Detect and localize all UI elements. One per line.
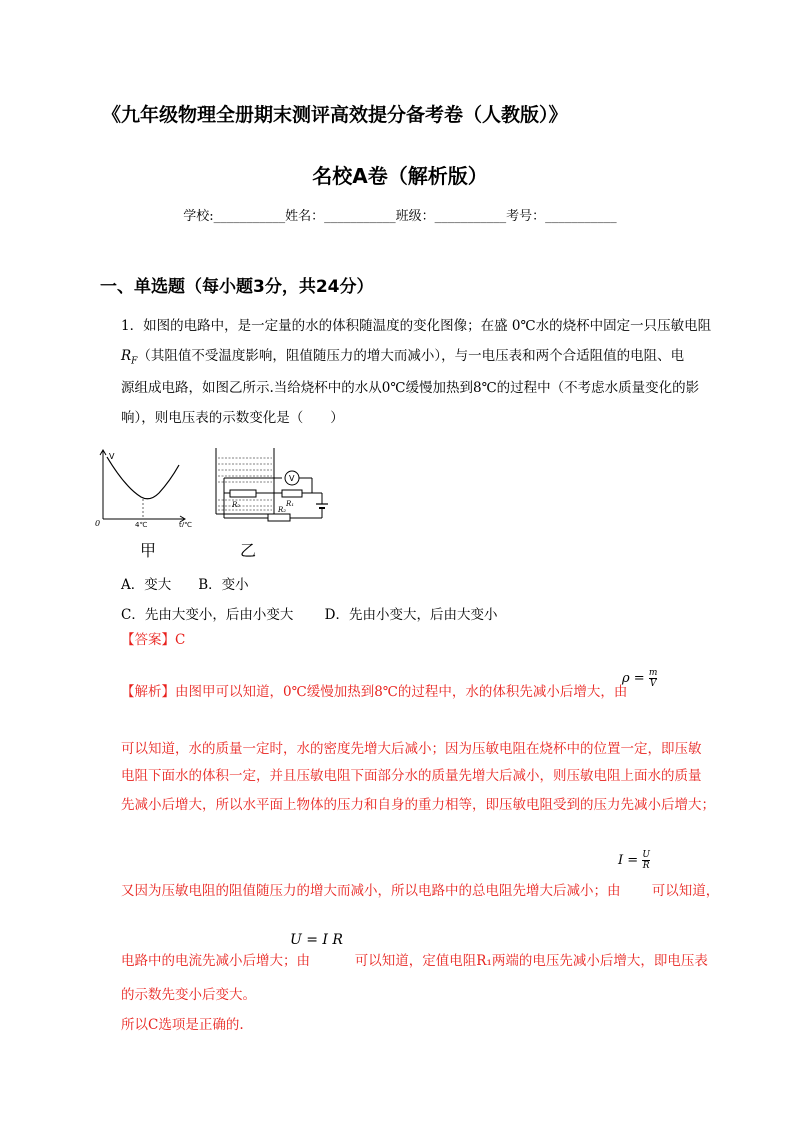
figure-jia-label: 甲 [140, 541, 157, 560]
figure-yi-label: 乙 [240, 541, 257, 560]
origin-label: 0 [95, 519, 101, 527]
water-lines [218, 458, 272, 510]
analysis-line-8: 所以C选项是正确的. [121, 1017, 244, 1033]
density-formula: ρ = $\frac{m}{V}$ [622, 668, 658, 689]
answer-line: 【答案】C [121, 632, 186, 648]
x-axis-label: t/℃ [179, 521, 192, 527]
figure-jia-graph [95, 447, 205, 527]
volume-curve [107, 457, 179, 499]
voltmeter-label: V [289, 474, 295, 483]
analysis-line-1: 【解析】由图甲可以知道，0℃缓慢加热到8℃的过程中，水的体积先减小后增大，由 [121, 684, 628, 700]
r1-label: R₁ [286, 500, 295, 508]
ohms-law-formula: U = I R [290, 932, 343, 948]
question-line-2-wrap [121, 346, 684, 372]
y-axis-label: V [109, 452, 115, 461]
section-heading: 一、单选题（每小题3分，共24分） [100, 277, 374, 297]
options-row-ab[interactable]: A．变大 B．变小 [121, 577, 249, 593]
pressure-resistor-symbol: $R_F$ [121, 348, 138, 367]
question-line-2: （其阻值不受温度影响，阻值随压力的增大而减小），与一电压表和两个合适阻值的电阻、电 [137, 348, 685, 364]
question-line-4: 响），则电压表的示数变化是（ ） [121, 410, 344, 426]
options-row-cd[interactable]: C．先由大变小，后由小变大 D．先由小变大，后由大变小 [121, 607, 498, 623]
analysis-line-6: 电路中的电流先减小后增大；由 可以知道，定值电阻R₁两端的电压先减小后增大，即电压表 [121, 953, 708, 969]
fixed-resistor-r1 [282, 490, 302, 497]
document-subtitle: 名校A卷（解析版） [312, 164, 488, 188]
analysis-line-5: 又因为压敏电阻的阻值随压力的增大而减小，所以电路中的总电阻先增大后减小；由 可以知道， [121, 883, 720, 899]
question-line-3: 源组成电路，如图乙所示.当给烧杯中的水从0℃缓慢加热到8℃的过程中（不考虑水质量变化的影 [121, 380, 700, 396]
analysis-line-7: 的示数先变小后变大。 [121, 987, 256, 1003]
analysis-line-3: 电阻下面水的体积一定，并且压敏电阻下面部分水的质量先增大后减小，则压敏电阻上面水的质量 [121, 768, 702, 784]
question-line-1: 1．如图的电路中，是一定量的水的体积随温度的变化图像；在盛 0℃水的烧杯中固定一只压敏电阻 [121, 318, 712, 334]
r2-label: R₂ [278, 506, 287, 514]
document-title: 《九年级物理全册期末测评高效提分备考卷（人教版）》 [102, 104, 568, 126]
current-formula: I = $\frac{U}{R}$ [618, 850, 650, 871]
x-tick-label: 4℃ [135, 521, 148, 527]
pressure-resistor [230, 490, 256, 497]
figure-yi-circuit [212, 446, 338, 532]
analysis-line-2: 可以知道，水的质量一定时，水的密度先增大后减小；因为压敏电阻在烧杯中的位置一定，即压敏 [121, 741, 702, 757]
analysis-line-4: 先减小后增大，所以水平面上物体的压力和自身的重力相等，即压敏电阻受到的压力先减小后增大； [121, 797, 715, 813]
fixed-resistor-r2 [268, 514, 290, 521]
pressure-resistor-label: R₂ [232, 501, 241, 509]
student-info-line[interactable]: 学校:___________姓名：___________班级：___________考号：___________ [183, 209, 617, 224]
